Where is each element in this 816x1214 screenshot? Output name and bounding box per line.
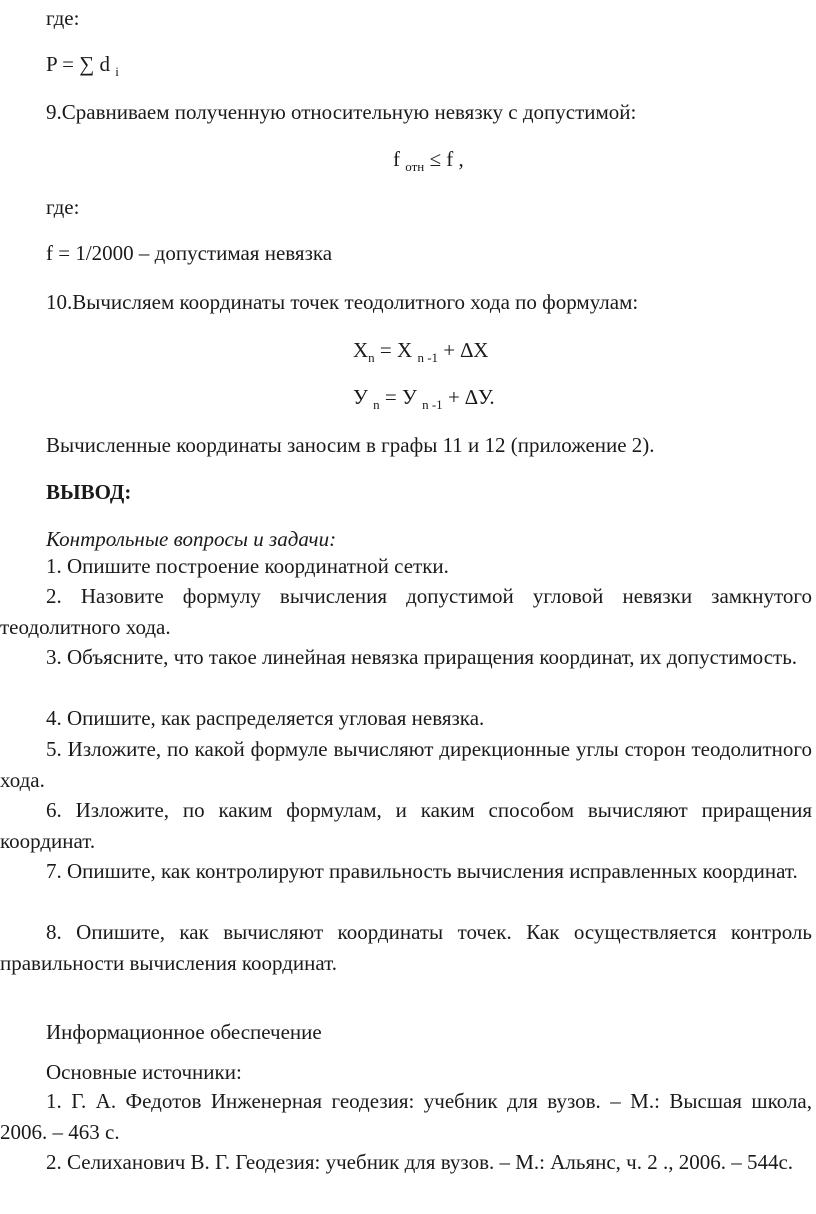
sources-heading: Основные источники:: [46, 1060, 242, 1084]
step-9-text: 9.Сравниваем полученную относительную невязку с допустимой:: [46, 100, 637, 124]
formula-x-lhs: Х: [353, 338, 369, 362]
formula-y-mid: = У: [384, 385, 417, 409]
info-heading: Информационное обеспечение: [46, 1020, 322, 1044]
formula-x-sub2: n -1: [417, 350, 439, 365]
formula-x: [353, 338, 489, 365]
question-7: 7. Опишите, как контролируют правильность вычисления исправленных координат.: [46, 859, 798, 883]
step-10-text: 10.Вычисляем координаты точек теодолитного хода по формулам:: [46, 290, 639, 314]
formula-fotn-rest: ≤ f ,: [429, 147, 464, 171]
formula-perimeter-subscript: i: [115, 64, 119, 79]
formula-fotn-subscript: отн: [405, 159, 425, 174]
formula-y-sub1: n: [373, 397, 380, 412]
question-8: 8. Опишите, как вычисляют координаты точек. Как осуществляется контроль правильности вычисления координат.: [0, 920, 812, 975]
formula-y-rhs: + ∆У.: [447, 385, 495, 409]
where-label-1: где:: [46, 6, 80, 30]
formula-y-lhs: У: [353, 385, 368, 409]
formula-fotn-f: f: [393, 147, 400, 171]
questions-heading: Контрольные вопросы и задачи:: [46, 527, 337, 551]
formula-y: [353, 385, 495, 412]
computed-coordinates-note: Вычисленные координаты заносим в графы 11 и 12 (приложение 2).: [46, 433, 655, 457]
where-label-2: где:: [46, 195, 80, 219]
formula-relative-misclosure: [393, 147, 464, 174]
source-2: 2. Селиханович В. Г. Геодезия: учебник для вузов. – М.: Альянс, ч. 2 ., 2006. – 544с.: [46, 1150, 794, 1174]
formula-y-sub2: n -1: [422, 397, 443, 412]
question-5: 5. Изложите, по какой формуле вычисляют дирекционные углы сторон теодолитного хода.: [0, 737, 812, 792]
question-2: 2. Назовите формулу вычисления допустимой угловой невязки замкнутого теодолитного хода.: [0, 584, 812, 639]
formula-x-sub1: n: [368, 350, 375, 365]
question-1: 1. Опишите построение координатной сетки.: [46, 554, 449, 578]
formula-perimeter: [46, 52, 119, 79]
formula-x-rhs: + ∆Х: [443, 338, 489, 362]
question-3: 3. Объясните, что такое линейная невязка приращения координат, их допустимость.: [46, 645, 798, 669]
source-1: 1. Г. А. Федотов Инженерная геодезия: учебник для вузов. – М.: Высшая школа, 2006. – 463 с.: [0, 1089, 812, 1144]
formula-perimeter-main: P = ∑ d: [46, 52, 110, 76]
conclusion-heading: ВЫВОД:: [46, 480, 132, 504]
formula-x-mid: = Х: [379, 338, 413, 362]
allowed-misclosure-definition: f = 1/2000 – допустимая невязка: [46, 241, 333, 265]
question-6: 6. Изложите, по каким формулам, и каким способом вычисляют приращения координат.: [0, 798, 812, 853]
question-4: 4. Опишите, как распределяется угловая невязка.: [46, 706, 485, 730]
